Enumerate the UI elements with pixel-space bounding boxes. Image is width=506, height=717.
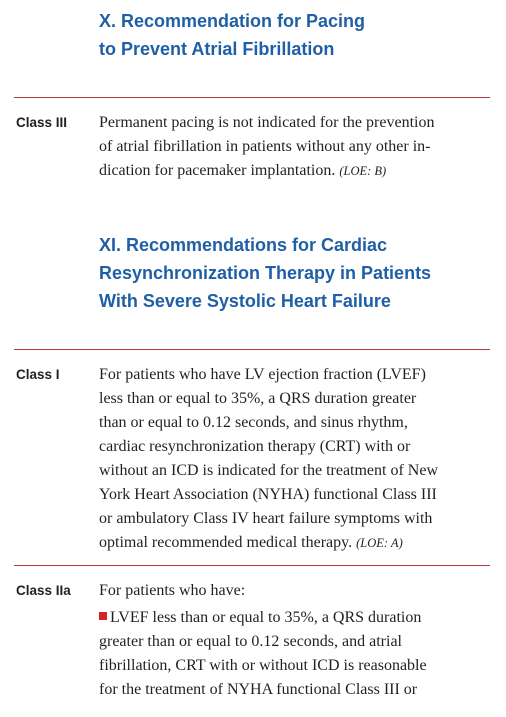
recommendation-text-class-iii <box>99 111 491 183</box>
text-line: cardiac resynchronization therapy (CRT) with or <box>99 438 411 455</box>
level-of-evidence: (LOE: A) <box>356 536 403 550</box>
section-divider <box>14 97 490 98</box>
text-line: optimal recommended medical therapy. <box>99 534 353 551</box>
intro-text: For patients who have: <box>99 582 246 599</box>
text-line: For patients who have LV ejection fraction (LVEF) <box>99 366 426 383</box>
bullet-item <box>99 606 491 702</box>
text-line: York Heart Association (NYHA) functional Class III <box>99 486 437 503</box>
heading-line: With Severe Systolic Heart Failure <box>99 291 391 311</box>
text-line: without an ICD is indicated for the treatment of New <box>99 462 439 479</box>
heading-line: Resynchronization Therapy in Patients <box>99 263 432 283</box>
class-label-iia: Class IIa <box>16 583 71 598</box>
text-line: for the treatment of NYHA functional Class III or <box>99 681 418 698</box>
section-divider <box>14 565 490 566</box>
section-divider <box>14 349 490 350</box>
text-line: of atrial fibrillation in patients without any other in- <box>99 138 431 155</box>
text-line: greater than or equal to 0.12 seconds, and atrial <box>99 633 402 650</box>
recommendation-text-class-iia <box>99 579 491 603</box>
section-heading-pacing <box>99 7 365 63</box>
bullet-square-icon <box>99 612 107 620</box>
level-of-evidence: (LOE: B) <box>339 164 387 178</box>
section-heading-crt <box>99 231 431 315</box>
text-line: dication for pacemaker implantation. <box>99 162 336 179</box>
text-line: Permanent pacing is not indicated for the prevention <box>99 114 435 131</box>
text-line: LVEF less than or equal to 35%, a QRS duration <box>110 609 422 626</box>
class-label-i: Class I <box>16 367 60 382</box>
heading-line: X. Recommendation for Pacing <box>99 11 366 31</box>
text-line: fibrillation, CRT with or without ICD is reasonable <box>99 657 427 674</box>
class-label-iii: Class III <box>16 115 68 130</box>
heading-line: to Prevent Atrial Fibrillation <box>99 39 335 59</box>
text-line: or ambulatory Class IV heart failure symptoms with <box>99 510 433 527</box>
heading-line: XI. Recommendations for Cardiac <box>99 235 388 255</box>
recommendation-text-class-i <box>99 363 491 555</box>
text-line: less than or equal to 35%, a QRS duration greater <box>99 390 417 407</box>
text-line: than or equal to 0.12 seconds, and sinus rhythm, <box>99 414 408 431</box>
